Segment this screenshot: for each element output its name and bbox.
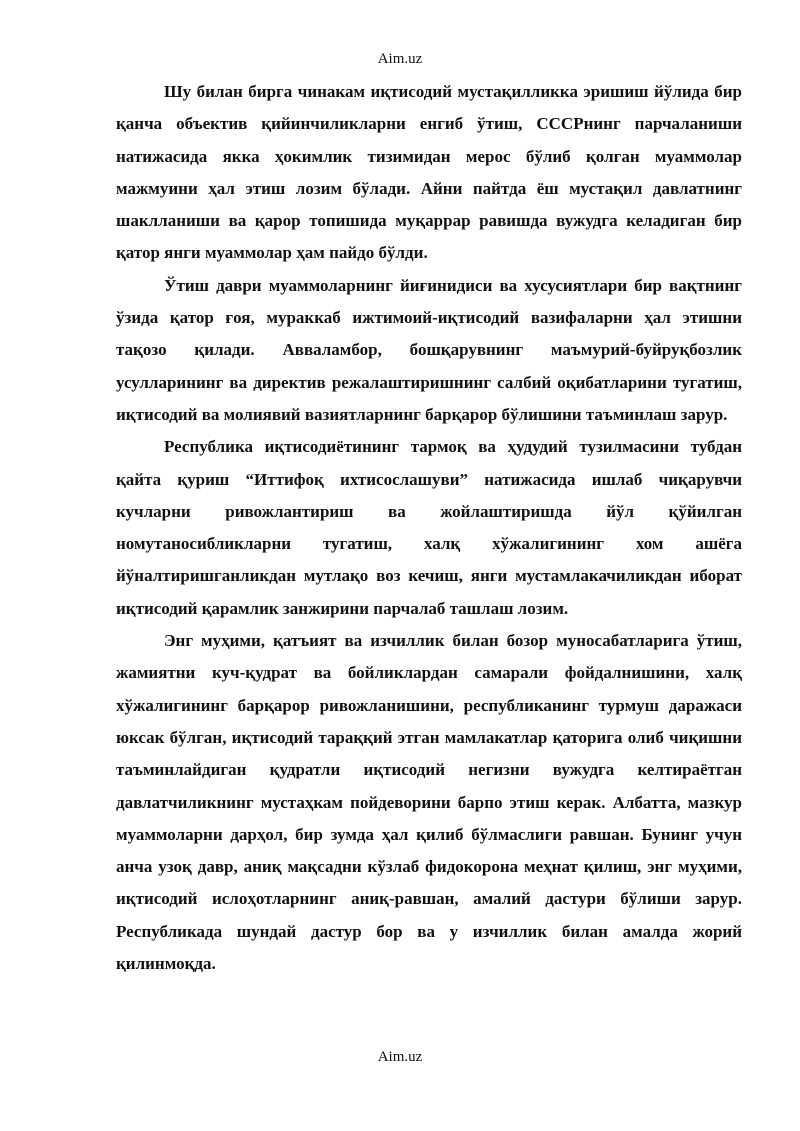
paragraph-2: Ўтиш даври муаммоларнинг йиғинидиси ва хусусиятлари бир вақтнинг ўзида қатор ғоя, мураккаб ижтимоий-иқтисодий вазифаларни ҳал этишни тақозо қилади. Авваламбор, бошқарувнинг маъмурий-буйруқбозлик усулларининг ва директив режалаштиришнинг салбий оқибатларини тугатиш, иқтисодий ва молиявий вазиятларнинг барқарор бўлишини таъминлаш зарур.	[116, 275, 742, 424]
page-footer: Aim.uz	[377, 1049, 423, 1065]
paragraph-3: Республика иқтисодиётининг тармоқ ва ҳудудий тузилмасини тубдан қайта қуриш “Иттифоқ ихтисослашуви” натижасида ишлаб чиқарувчи кучларни ривожлантириш ва жойлаштиришда йўл қўйилган номутаносибликларни тугатиш, халқ хўжалигининг хом ашёга йўналтиришганликдан мутлақо воз кечиш, янги мустамлакачиликдан иборат иқтисодий қарамлик занжирини парчалаб ташлаш лозим.	[116, 437, 742, 618]
document-body	[116, 76, 742, 980]
page-header: Aim.uz	[377, 51, 423, 67]
paragraph-4: Энг муҳими, қатъият ва изчиллик билан бозор муносабатларига ўтиш, жамиятни куч-қудрат ва бойликлардан самарали фойдалнишини, халқ хўжалигининг барқарор ривожланишини, республиканинг турмуш даражаси юксак бўлган, иқтисодий тараққий этган мамлакатлар қаторига олиб чиқишни таъминлайдиган қудратли иқтисодий негизни вужудга келтираётган давлатчиликнинг мустаҳкам пойдеворини барпо этиш керак. Албатта, мазкур муаммоларни дарҳол, бир зумда ҳал қилиб бўлмаслиги равшан. Бунинг учун анча узоқ давр, аниқ мақсадни кўзлаб фидокорона меҳнат қилиш, энг муҳими, иқтисодий ислоҳотларнинг аниқ-равшан, амалий дастури бўлиши зарур. Республикада шундай дастур бор ва у изчиллик билан амалда жорий қилинмоқда.	[116, 631, 742, 974]
paragraph-1: Шу билан бирга чинакам иқтисодий мустақилликка эришиш йўлида бир қанча объектив қийинчиликларни енгиб ўтиш, СССРнинг парчаланиши натижасида якка ҳокимлик тизимидан мерос бўлиб қолган муаммолар мажмуини ҳал этиш лозим бўлади. Айни пайтда ёш мустақил давлатнинг шаклланиши ва қарор топишида муқаррар равишда вужудга келадиган бир қатор янги муаммолар ҳам пайдо бўлди.	[116, 82, 742, 263]
